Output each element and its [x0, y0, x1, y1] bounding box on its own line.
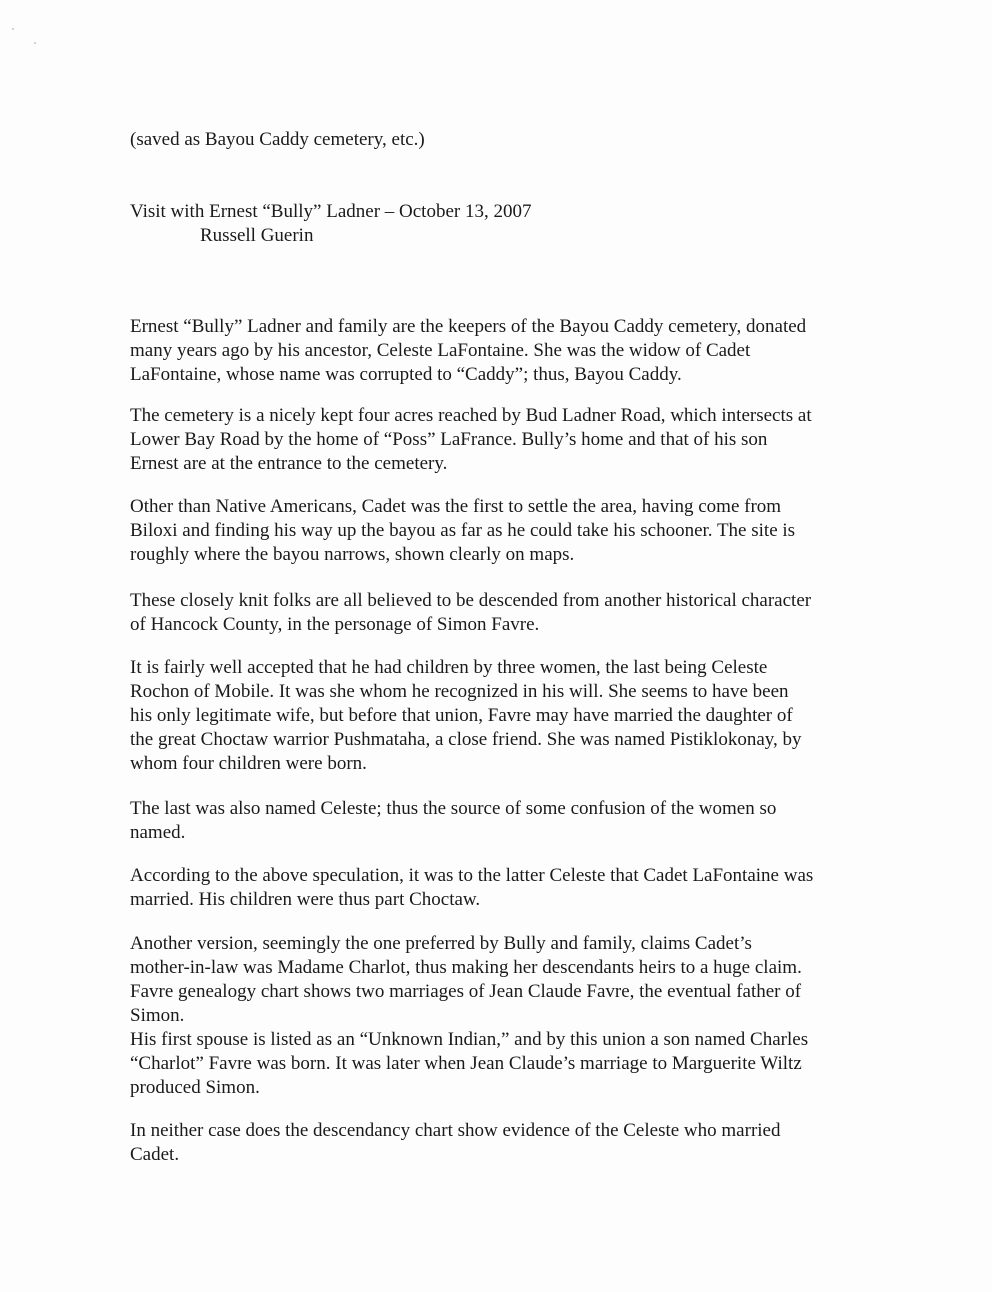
paragraph-5-line-4: the great Choctaw warrior Pushmataha, a close friend. She was named Pistiklokonay, by — [130, 729, 802, 750]
paragraph-5-line-3: his only legitimate wife, but before that union, Favre may have married the daughter of — [130, 705, 793, 726]
scan-speck — [12, 28, 14, 30]
paragraph-2-line-3: Ernest are at the entrance to the cemetery. — [130, 453, 448, 474]
document-title: Visit with Ernest “Bully” Ladner – October 13, 2007 — [130, 201, 532, 222]
paragraph-8-line-1: Another version, seemingly the one preferred by Bully and family, claims Cadet’s — [130, 933, 752, 954]
paragraph-3-line-1: Other than Native Americans, Cadet was the first to settle the area, having come from — [130, 496, 782, 517]
paragraph-8-line-4: Simon. — [130, 1005, 185, 1026]
paragraph-7-line-1: According to the above speculation, it was to the latter Celeste that Cadet LaFontaine was — [130, 865, 814, 886]
author-name: Russell Guerin — [200, 225, 314, 246]
paragraph-1-line-2: many years ago by his ancestor, Celeste LaFontaine. She was the widow of Cadet — [130, 340, 751, 361]
paragraph-9-line-2: Cadet. — [130, 1144, 180, 1165]
paragraph-3-line-2: Biloxi and finding his way up the bayou as far as he could take his schooner. The site is — [130, 520, 796, 541]
paragraph-4-line-1: These closely knit folks are all believed to be descended from another historical character — [130, 590, 812, 611]
paragraph-8-line-5: His first spouse is listed as an “Unknown Indian,” and by this union a son named Charles — [130, 1029, 809, 1050]
paragraph-5-line-1: It is fairly well accepted that he had children by three women, the last being Celeste — [130, 657, 768, 678]
scan-speck — [34, 42, 36, 44]
paragraph-8-line-7: produced Simon. — [130, 1077, 260, 1098]
paragraph-5-line-2: Rochon of Mobile. It was she whom he recognized in his will. She seems to have been — [130, 681, 789, 702]
paragraph-9-line-1: In neither case does the descendancy chart show evidence of the Celeste who married — [130, 1120, 781, 1141]
paragraph-8-line-2: mother-in-law was Madame Charlot, thus making her descendants heirs to a huge claim. — [130, 957, 802, 978]
paragraph-7-line-2: married. His children were thus part Choctaw. — [130, 889, 481, 910]
paragraph-8-line-3: Favre genealogy chart shows two marriages of Jean Claude Favre, the eventual father of — [130, 981, 802, 1002]
paragraph-3-line-3: roughly where the bayou narrows, shown clearly on maps. — [130, 544, 575, 565]
paragraph-6-line-2: named. — [130, 822, 186, 843]
paragraph-8-line-6: “Charlot” Favre was born. It was later when Jean Claude’s marriage to Marguerite Wiltz — [130, 1053, 802, 1074]
paragraph-4-line-2: of Hancock County, in the personage of Simon Favre. — [130, 614, 540, 635]
paragraph-1-line-3: LaFontaine, whose name was corrupted to “Caddy”; thus, Bayou Caddy. — [130, 364, 682, 385]
save-note: (saved as Bayou Caddy cemetery, etc.) — [130, 129, 425, 150]
paragraph-6-line-1: The last was also named Celeste; thus the source of some confusion of the women so — [130, 798, 777, 819]
paragraph-2-line-1: The cemetery is a nicely kept four acres reached by Bud Ladner Road, which intersects at — [130, 405, 812, 426]
paragraph-1-line-1: Ernest “Bully” Ladner and family are the keepers of the Bayou Caddy cemetery, donated — [130, 316, 807, 337]
paragraph-2-line-2: Lower Bay Road by the home of “Poss” LaFrance. Bully’s home and that of his son — [130, 429, 768, 450]
paragraph-5-line-5: whom four children were born. — [130, 753, 367, 774]
